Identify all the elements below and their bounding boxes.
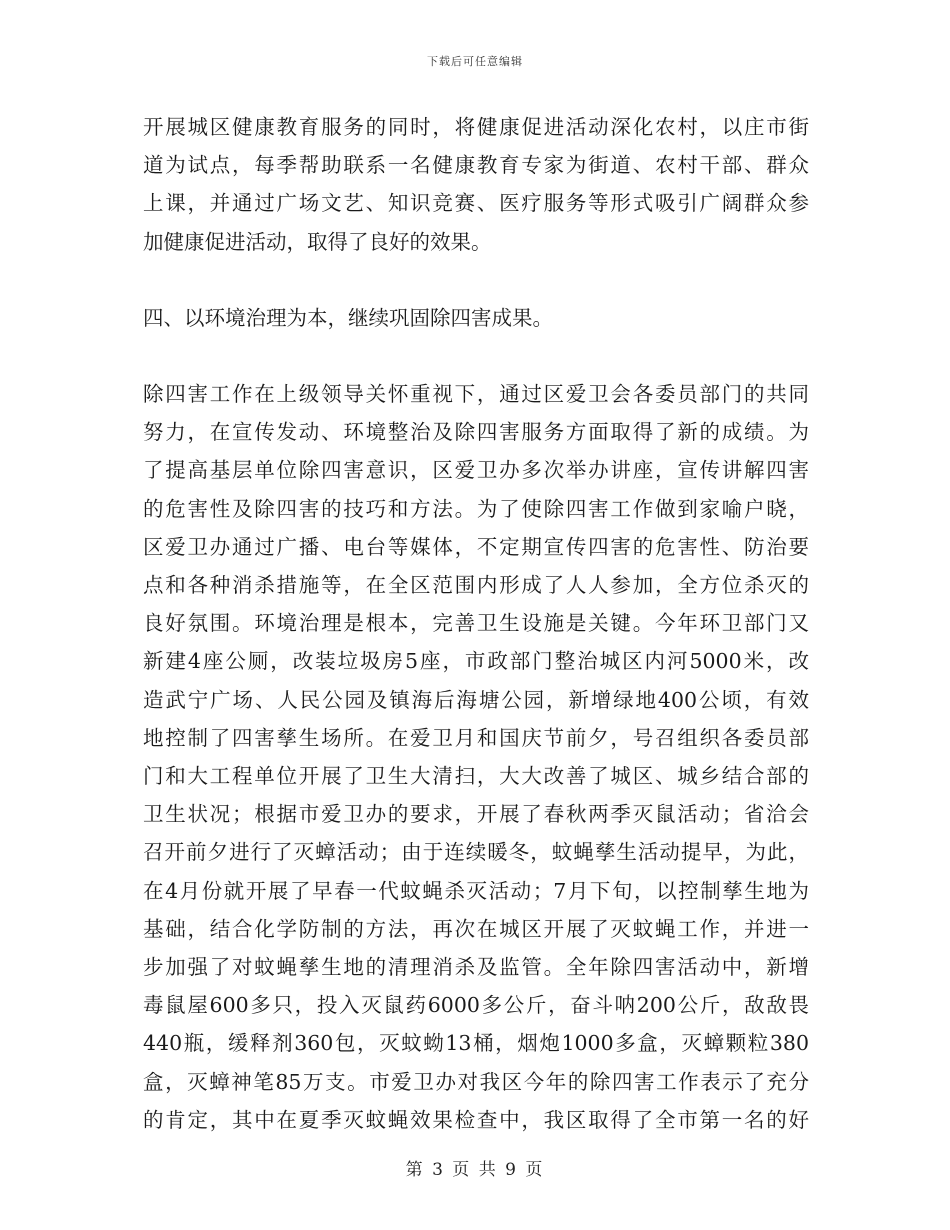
text-line: 毒鼠屋600多只，投入灭鼠药6000多公斤，奋斗呐200公斤，敌敌畏 [143,993,809,1018]
paragraph-pest-control [143,375,809,1139]
text-line: 在4月份就开展了早春一代蚊蝇杀灭活动；7月下旬，以控制孳生地为 [143,878,809,903]
text-line: 地控制了四害孳生场所。在爱卫月和国庆节前夕，号召组织各委员部 [143,725,809,750]
text-line: 基础，结合化学防制的方法，再次在城区开展了灭蚊蝇工作，并进一 [143,916,809,941]
text-line: 盒，灭蟑神笔85万支。市爱卫办对我区今年的除四害工作表示了充分 [143,1069,809,1094]
text-line: 开展城区健康教育服务的同时，将健康促进活动深化农村，以庄市街 [143,115,809,139]
text-line: 的危害性及除四害的技巧和方法。为了使除四害工作做到家喻户晓， [143,496,809,521]
text-line: 点和各种消杀措施等，在全区范围内形成了人人参加，全方位杀灭的 [143,573,809,598]
heading-text: 四、以环境治理为本，继续巩固除四害成果。 [143,305,553,330]
page-number-footer: 第 3 页 共 9 页 [405,1160,545,1180]
text-line: 加健康促进活动，取得了良好的效果。 [143,229,492,254]
text-line: 召开前夕进行了灭蟑活动；由于连续暖冬，蚊蝇孳生活动提早，为此， [143,840,809,865]
document-body [143,108,809,1139]
text-line: 造武宁广场、人民公园及镇海后海塘公园，新增绿地400公顷，有效 [143,687,809,712]
text-line: 步加强了对蚊蝇孳生地的清理消杀及监管。全年除四害活动中，新增 [143,955,809,980]
section-heading [143,299,809,337]
text-line: 除四害工作在上级领导关怀重视下，通过区爱卫会各委员部门的共同 [143,382,809,407]
text-line: 门和大工程单位开展了卫生大清扫，大大改善了城区、城乡结合部的 [143,764,809,789]
text-line: 新建4座公厕，改装垃圾房5座，市政部门整治城区内河5000米，改 [143,649,809,674]
paragraph-health-promotion [143,108,809,261]
text-line: 上课，并通过广场文艺、知识竞赛、医疗服务等形式吸引广阔群众参 [143,191,809,216]
text-line: 努力，在宣传发动、环境整治及除四害服务方面取得了新的成绩。为 [143,420,809,445]
text-line: 卫生状况；根据市爱卫办的要求，开展了春秋两季灭鼠活动；省洽会 [143,802,809,827]
text-line: 的肯定，其中在夏季灭蚊蝇效果检查中，我区取得了全市第一名的好 [143,1107,809,1132]
text-line: 了提高基层单位除四害意识，区爱卫办多次举办讲座，宣传讲解四害 [143,458,809,483]
text-line: 道为试点，每季帮助联系一名健康教育专家为街道、农村干部、群众 [143,153,809,178]
page-header: 下载后可任意编辑 [427,55,523,68]
text-line: 良好氛围。环境治理是根本，完善卫生设施是关键。今年环卫部门又 [143,611,809,636]
text-line: 区爱卫办通过广播、电台等媒体，不定期宣传四害的危害性、防治要 [143,534,809,559]
text-line: 440瓶，缓释剂360包，灭蚊蚴13桶，烟炮1000多盒，灭蟑颗粒380 [143,1031,809,1056]
